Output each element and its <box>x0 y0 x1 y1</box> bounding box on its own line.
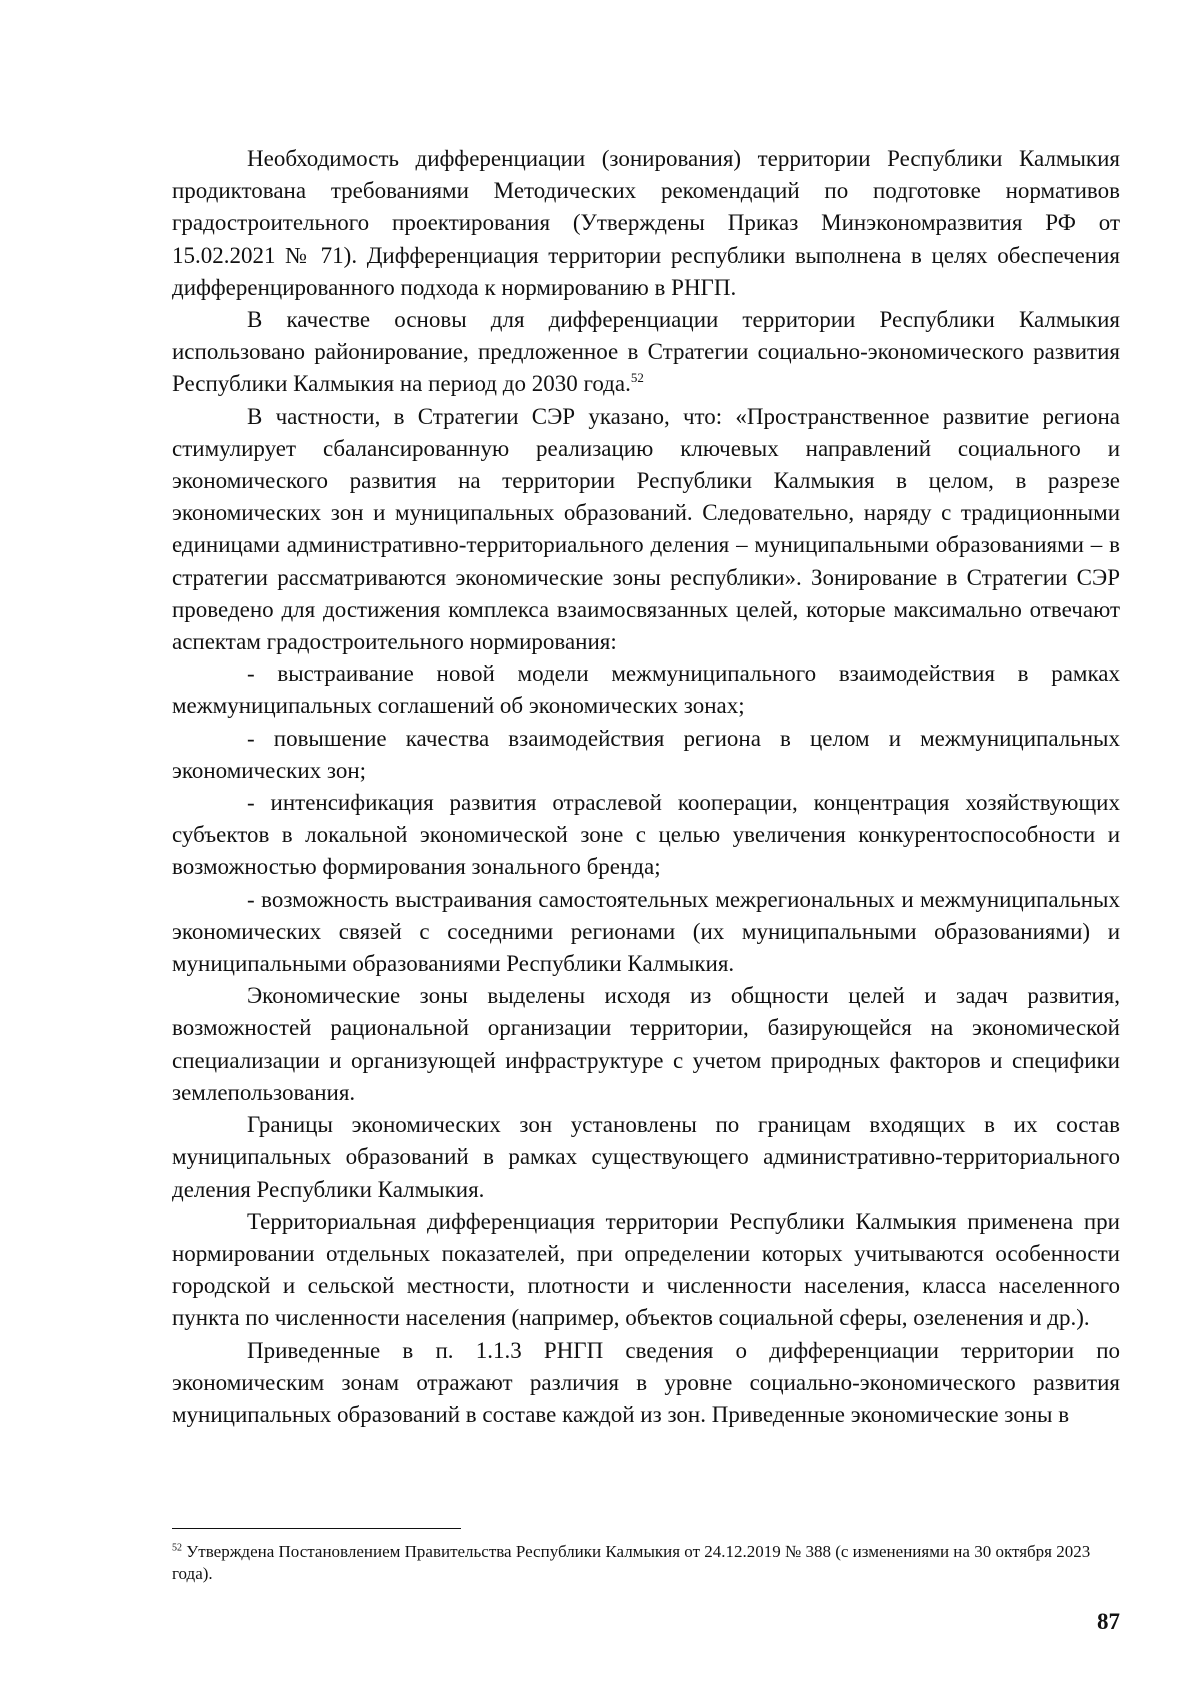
paragraph-zone-boundaries: Границы экономических зон установлены по границам входящих в их состав муниципальных образований в рамках существующего административно-территориального деления Республики Калмыкия. <box>172 1112 1120 1202</box>
footnote <box>172 1541 1120 1585</box>
paragraph-zoning-basis-text: В качестве основы для дифференциации территории Республики Калмыкия использовано районирование, предложенное в Стратегии социально-экономического развития Республики Калмыкия на период до 2030 года. <box>172 307 1120 397</box>
paragraph-zoning-necessity: Необходимость дифференциации (зонирования) территории Республики Калмыкия продиктована требованиями Методических рекомендаций по подготовке нормативов градостроительного проектирования (Утверждены Приказ Минэкономразвития РФ от 15.02.2021 № 71). Дифференциация территории республики выполнена в целях обеспечения дифференцированного подхода к нормированию в РНГП. <box>172 146 1120 300</box>
paragraph-rngp-data: Приведенные в п. 1.1.3 РНГП сведения о дифференциации территории по экономическим зонам отражают различия в уровне социально-экономического развития муниципальных образований в составе каждой из зон. Приведенные экономические зоны в <box>172 1337 1120 1427</box>
footnote-text: Утверждена Постановлением Правительства Республики Калмыкия от 24.12.2019 № 388 (с изменениями на 30 октября 2023 года). <box>172 1542 1091 1583</box>
paragraph-strategy-quote: В частности, в Стратегии СЭР указано, что: «Пространственное развитие региона стимулирует сбалансированную реализацию ключевых направлений социального и экономического развития на территории Республики Калмыкия в целом, в разрезе экономических зон и муниципальных образований. Следовательно, наряду с традиционными единицами административно-территориального деления – муниципальными образованиями – в стратегии рассматриваются экономические зоны республики». Зонирование в Стратегии СЭР проведено для достижения комплекса взаимосвязанных целей, которые максимально отвечают аспектам градостроительного нормирования: <box>172 403 1120 655</box>
body-text <box>172 143 1120 1431</box>
footnote-separator <box>172 1528 461 1529</box>
list-item-interaction-quality: - повышение качества взаимодействия региона в целом и межмуниципальных экономических зон; <box>172 725 1120 783</box>
page-number: 87 <box>1097 1609 1120 1634</box>
list-item-new-model: - выстраивание новой модели межмуниципального взаимодействия в рамках межмуниципальных соглашений об экономических зонах; <box>172 661 1120 719</box>
footnote-number: 52 <box>172 1542 182 1554</box>
list-item-economic-links: - возможность выстраивания самостоятельных межрегиональных и межмуниципальных экономических связей с соседними регионами (их муниципальными образованиями) и муниципальными образованиями Республики Калмыкия. <box>172 886 1120 977</box>
footnote-reference[interactable]: 52 <box>630 369 644 385</box>
list-item-cooperation: - интенсификация развития отраслевой кооперации, концентрация хозяйствующих субъектов в локальной экономической зоне с целью увеличения конкурентоспособности и возможностью формирования зонального бренда; <box>172 790 1120 880</box>
paragraph-zone-criteria: Экономические зоны выделены исходя из общности целей и задач развития, возможностей рациональной организации территории, базирующейся на экономической специализации и организующей инфраструктуре с учетом природных факторов и специфики землепользования. <box>172 983 1120 1105</box>
paragraph-zoning-basis <box>172 304 1120 401</box>
paragraph-territorial-differentiation: Территориальная дифференциация территории Республики Калмыкия применена при нормировании отдельных показателей, при определении которых учитываются особенности городской и сельской местности, плотности и численности населения, класса населенного пункта по численности населения (например, объектов социальной сферы, озеленения и др.). <box>172 1208 1120 1331</box>
